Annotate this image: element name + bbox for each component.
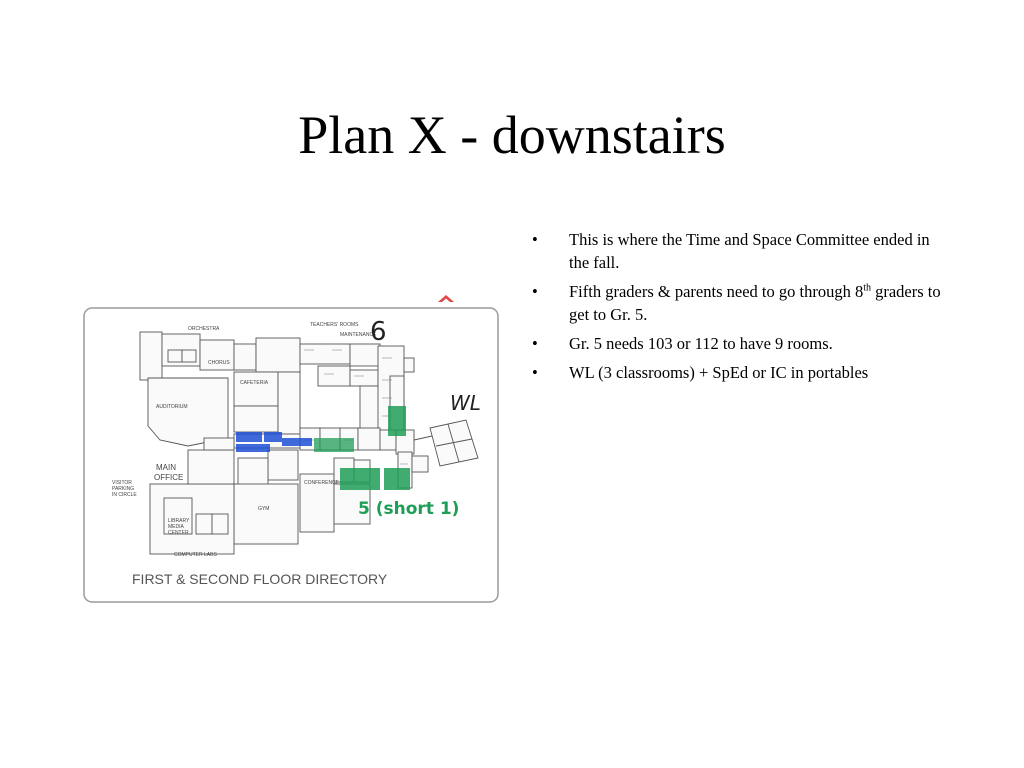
bullet-item	[532, 228, 952, 274]
bullet-marker: •	[532, 363, 538, 382]
slide-title: Plan X - downstairs	[298, 105, 726, 165]
auditorium-block	[148, 378, 228, 446]
chorus-label: CHORUS	[208, 360, 230, 366]
library-label-3: CENTER	[168, 530, 189, 536]
main-office-label-1: MAIN	[156, 463, 176, 472]
visitor-label-1: VISITOR	[112, 480, 132, 486]
bullet-marker: •	[532, 230, 538, 249]
cafeteria-label: CAFETERIA	[240, 380, 269, 386]
auditorium-label: AUDITORIUM	[156, 404, 188, 410]
bullet-marker: •	[532, 282, 538, 301]
bullet-item	[532, 332, 952, 355]
bullet-text: Gr. 5 needs 103 or 112 to have 9 rooms.	[569, 334, 833, 353]
orchestra-label: ORCHESTRA	[188, 326, 220, 332]
gym-label: GYM	[258, 506, 270, 512]
library-label-2: MEDIA	[168, 524, 184, 530]
maintenance-label: MAINTENANCE	[340, 332, 377, 338]
red-chevron-icon	[438, 295, 454, 302]
bullet-item	[532, 280, 952, 326]
cafeteria-block	[234, 372, 278, 406]
floor-plan-image	[78, 288, 504, 608]
bullet-text: This is where the Time and Space Committee ended in the fall.	[569, 230, 930, 272]
bullet-superscript: th	[863, 282, 871, 294]
bullet-text-tail: graders to get to Gr. 5.	[569, 282, 941, 324]
computer-lab-label: COMPUTER LABS	[174, 552, 217, 558]
bullet-list	[532, 228, 952, 390]
visitor-label-2: PARKING	[112, 486, 135, 492]
bullet-marker: •	[532, 334, 538, 353]
handwritten-six: 6	[370, 317, 387, 347]
teachers-room-label: TEACHERS' ROOMS	[310, 322, 359, 328]
bullet-item	[532, 361, 952, 384]
bullet-text: Fifth graders & parents need to go through 8	[569, 282, 864, 301]
gym-block	[234, 484, 298, 544]
visitor-label-3: IN CIRCLE	[112, 492, 137, 498]
handwritten-five: 5 (short 1)	[358, 499, 460, 519]
bullet-text: WL (3 classrooms) + SpEd or IC in portables	[569, 363, 869, 382]
conference-label: CONFERENCE	[304, 480, 340, 486]
handwritten-wl: WL	[450, 391, 481, 415]
main-office-label-2: OFFICE	[154, 473, 184, 482]
library-label-1: LIBRARY	[168, 518, 190, 524]
directory-caption: FIRST & SECOND FLOOR DIRECTORY	[132, 571, 388, 587]
